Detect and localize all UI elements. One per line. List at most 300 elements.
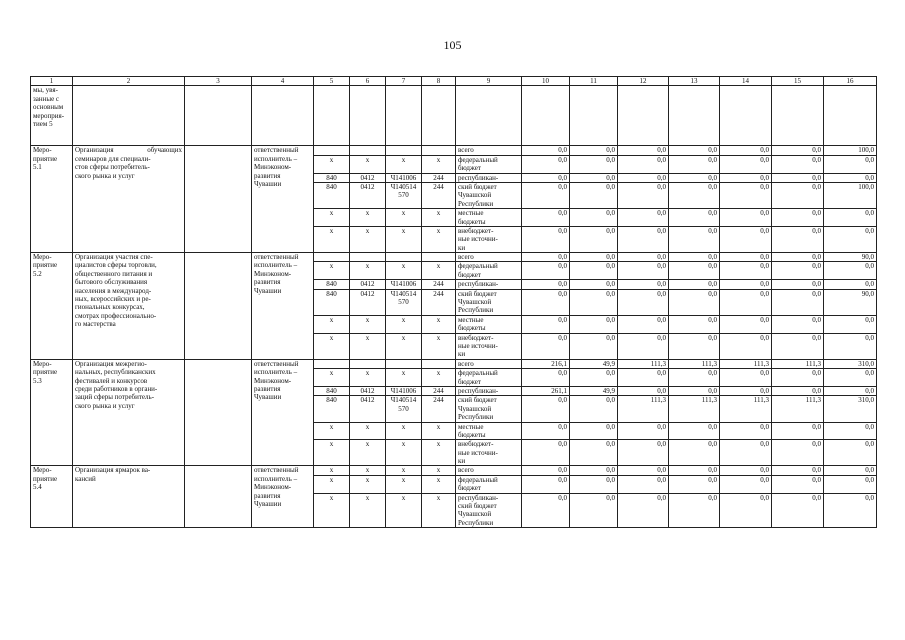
amount-value: 0,0 [618,315,669,333]
cell-vr: 244 [422,396,456,422]
amount-value: 0,0 [824,280,877,289]
amount-value: 0,0 [772,315,824,333]
amount-value: 0,0 [618,155,669,173]
amount-value: 310,0 [824,359,877,368]
amount-value: 0,0 [772,262,824,280]
amount-value: 0,0 [522,440,570,466]
table-row [31,466,877,475]
amount-value: 0,0 [772,226,824,252]
empty-cell [422,86,456,146]
cell-vr: x [422,466,456,475]
amount-value: 0,0 [669,262,720,280]
cell-grbs [314,253,350,262]
cell-grbs: 840 [314,289,350,315]
cell-grbs: x [314,422,350,440]
amount-value: 0,0 [824,466,877,475]
cell-csr [386,146,422,155]
amount-value: 0,0 [824,226,877,252]
amount-value: 0,0 [772,422,824,440]
funding-source: республикан- [456,280,522,289]
amount-value: 0,0 [522,253,570,262]
amount-value: 0,0 [522,173,570,182]
amount-value: 0,0 [669,493,720,528]
funding-source: федеральный бюджет [456,155,522,173]
empty-cell [522,86,570,146]
continuation-row [31,86,877,146]
amount-value: 0,0 [772,440,824,466]
cell-grbs: x [314,369,350,387]
empty-cell [386,86,422,146]
amount-value: 0,0 [618,146,669,155]
cell-rzpr: 0412 [350,280,386,289]
cell-csr: x [386,333,422,359]
cell-csr: Ч141006 [386,173,422,182]
amount-value: 0,0 [772,182,824,208]
empty-cell [185,86,252,146]
column-number-6: 6 [350,77,386,86]
column-number-12: 12 [618,77,669,86]
amount-value: 0,0 [824,333,877,359]
amount-value: 0,0 [618,173,669,182]
amount-value: 0,0 [772,146,824,155]
amount-value: 0,0 [824,209,877,227]
cell-rzpr [350,253,386,262]
amount-value: 0,0 [570,280,618,289]
amount-value: 0,0 [720,333,772,359]
amount-value: 111,3 [720,396,772,422]
cell-grbs: x [314,493,350,528]
amount-value: 0,0 [570,289,618,315]
cell-vr: 244 [422,182,456,208]
amount-value: 0,0 [824,262,877,280]
amount-value: 0,0 [720,146,772,155]
empty-cell [669,86,720,146]
measure-executor: ответственный исполнитель – Минэконом- развития Чувашии [252,253,314,360]
column-number-5: 5 [314,77,350,86]
amount-value: 0,0 [669,173,720,182]
empty-cell [772,86,824,146]
empty-cell [350,86,386,146]
cell-csr: Ч140514 570 [386,396,422,422]
amount-value: 0,0 [669,155,720,173]
funding-source: местные бюджеты [456,209,522,227]
header-row [31,77,877,86]
cell-grbs [314,359,350,368]
funding-source: местные бюджеты [456,422,522,440]
amount-value: 0,0 [522,155,570,173]
amount-value: 0,0 [618,466,669,475]
amount-value: 0,0 [522,315,570,333]
amount-value: 0,0 [522,493,570,528]
amount-value: 0,0 [570,440,618,466]
amount-value: 0,0 [669,369,720,387]
funding-source: ский бюджет Чувашской Республики [456,182,522,208]
amount-value: 0,0 [522,466,570,475]
column-number-14: 14 [720,77,772,86]
amount-value: 0,0 [570,146,618,155]
column-number-16: 16 [824,77,877,86]
measure-id: Меро- приятие 5.4 [31,466,73,528]
continuation-text: мы, увя- занные с основным мероприя- тием 5 [31,86,73,146]
cell-grbs: 840 [314,182,350,208]
cell-rzpr: x [350,422,386,440]
cell-vr: x [422,209,456,227]
cell-rzpr: x [350,466,386,475]
cell-rzpr: 0412 [350,386,386,395]
amount-value: 90,0 [824,253,877,262]
amount-value: 0,0 [570,209,618,227]
funding-source: всего [456,359,522,368]
cell-vr: 244 [422,386,456,395]
amount-value: 0,0 [669,280,720,289]
amount-value: 0,0 [522,262,570,280]
cell-grbs: 840 [314,386,350,395]
cell-vr: 244 [422,289,456,315]
amount-value: 0,0 [720,315,772,333]
cell-grbs: 840 [314,173,350,182]
amount-value: 0,0 [669,315,720,333]
amount-value: 0,0 [720,289,772,315]
empty-cell [185,146,252,253]
page-number: 105 [443,38,462,52]
amount-value: 0,0 [522,475,570,493]
cell-vr: x [422,226,456,252]
amount-value: 0,0 [618,253,669,262]
funding-source: федеральный бюджет [456,369,522,387]
measure-title: Организация участия спе- циалистов сферы торговли, общественного питания и бытового обслуживания населения в международ- ных, всероссийских и ре- гиональных конкурсах, смотрах профессионально- го мастерства [73,253,185,360]
cell-rzpr [350,146,386,155]
amount-value: 0,0 [522,289,570,315]
amount-value: 0,0 [772,369,824,387]
amount-value: 0,0 [618,475,669,493]
empty-cell [456,86,522,146]
cell-csr: x [386,475,422,493]
amount-value: 0,0 [522,226,570,252]
amount-value: 0,0 [720,440,772,466]
amount-value: 0,0 [618,226,669,252]
table-row [31,146,877,155]
amount-value: 0,0 [570,262,618,280]
amount-value: 0,0 [669,422,720,440]
cell-rzpr: x [350,493,386,528]
amount-value: 0,0 [720,475,772,493]
amount-value: 0,0 [720,173,772,182]
amount-value: 216,1 [522,359,570,368]
funding-source: республикан- [456,386,522,395]
cell-grbs: x [314,209,350,227]
funding-source: местные бюджеты [456,315,522,333]
amount-value: 0,0 [772,280,824,289]
amount-value: 0,0 [570,155,618,173]
amount-value: 0,0 [720,422,772,440]
amount-value: 0,0 [570,333,618,359]
cell-csr: x [386,422,422,440]
funding-source: республикан- [456,173,522,182]
funding-source: ский бюджет Чувашской Республики [456,396,522,422]
table-row [31,359,877,368]
cell-rzpr: 0412 [350,396,386,422]
cell-vr: x [422,493,456,528]
amount-value: 0,0 [570,182,618,208]
cell-csr: Ч140514 570 [386,289,422,315]
cell-grbs: x [314,466,350,475]
cell-grbs: x [314,262,350,280]
amount-value: 0,0 [824,422,877,440]
amount-value: 0,0 [720,280,772,289]
amount-value: 0,0 [824,315,877,333]
cell-rzpr: x [350,333,386,359]
amount-value: 0,0 [618,440,669,466]
funding-source: внебюджет- ные источни- ки [456,440,522,466]
amount-value: 0,0 [522,209,570,227]
cell-rzpr: x [350,209,386,227]
cell-grbs: x [314,475,350,493]
cell-rzpr: x [350,226,386,252]
measure-executor: ответственный исполнитель – Минэконом- развития Чувашии [252,146,314,253]
empty-cell [314,86,350,146]
amount-value: 0,0 [772,493,824,528]
amount-value: 100,0 [824,182,877,208]
amount-value: 0,0 [824,173,877,182]
amount-value: 49,9 [570,359,618,368]
amount-value: 0,0 [824,369,877,387]
cell-csr: x [386,493,422,528]
amount-value: 0,0 [669,182,720,208]
measure-title: Организация ярмарок ва- кансий [73,466,185,528]
amount-value: 0,0 [824,155,877,173]
funding-source: федеральный бюджет [456,475,522,493]
amount-value: 0,0 [772,253,824,262]
amount-value: 0,0 [720,209,772,227]
amount-value: 0,0 [772,173,824,182]
measure-executor: ответственный исполнитель – Минэконом- развития Чувашии [252,359,314,466]
funding-source: всего [456,253,522,262]
amount-value: 0,0 [618,386,669,395]
amount-value: 0,0 [772,333,824,359]
cell-csr: Ч140514 570 [386,182,422,208]
amount-value: 0,0 [669,440,720,466]
cell-csr: x [386,262,422,280]
cell-vr: x [422,315,456,333]
cell-csr [386,253,422,262]
cell-vr: x [422,369,456,387]
amount-value: 0,0 [720,386,772,395]
cell-csr: x [386,369,422,387]
cell-vr: x [422,262,456,280]
cell-rzpr: x [350,155,386,173]
cell-vr: x [422,440,456,466]
cell-grbs: x [314,155,350,173]
empty-cell [185,253,252,360]
cell-rzpr: x [350,262,386,280]
amount-value: 0,0 [772,475,824,493]
amount-value: 0,0 [570,396,618,422]
amount-value: 0,0 [522,280,570,289]
cell-rzpr: x [350,369,386,387]
budget-table [30,76,877,528]
amount-value: 0,0 [570,466,618,475]
amount-value: 0,0 [669,386,720,395]
cell-csr [386,359,422,368]
cell-vr: 244 [422,280,456,289]
cell-rzpr: 0412 [350,289,386,315]
cell-rzpr [350,359,386,368]
amount-value: 0,0 [720,493,772,528]
amount-value: 111,3 [618,359,669,368]
amount-value: 0,0 [669,226,720,252]
amount-value: 0,0 [720,253,772,262]
amount-value: 0,0 [522,333,570,359]
amount-value: 0,0 [570,422,618,440]
measure-id: Меро- приятие 5.1 [31,146,73,253]
cell-csr: x [386,440,422,466]
empty-cell [252,86,314,146]
column-number-1: 1 [31,77,73,86]
cell-csr: x [386,155,422,173]
amount-value: 0,0 [522,369,570,387]
measure-title: Организация обучающих семинаров для специали- стов сферы потребитель- ского рынка и услуг [73,146,185,253]
cell-rzpr: x [350,315,386,333]
column-number-3: 3 [185,77,252,86]
amount-value: 0,0 [720,369,772,387]
amount-value: 310,0 [824,396,877,422]
empty-cell [824,86,877,146]
amount-value: 111,3 [618,396,669,422]
cell-rzpr: 0412 [350,182,386,208]
column-number-4: 4 [252,77,314,86]
cell-vr: x [422,155,456,173]
cell-grbs: x [314,440,350,466]
cell-csr: Ч141006 [386,386,422,395]
cell-grbs: x [314,315,350,333]
amount-value: 111,3 [772,359,824,368]
cell-grbs: x [314,333,350,359]
amount-value: 0,0 [824,493,877,528]
amount-value: 0,0 [669,333,720,359]
amount-value: 0,0 [669,146,720,155]
column-number-2: 2 [73,77,185,86]
cell-grbs [314,146,350,155]
funding-source: всего [456,146,522,155]
funding-source: всего [456,466,522,475]
amount-value: 0,0 [772,466,824,475]
empty-cell [185,359,252,466]
amount-value: 0,0 [669,209,720,227]
amount-value: 261,1 [522,386,570,395]
cell-grbs: 840 [314,280,350,289]
amount-value: 0,0 [618,280,669,289]
amount-value: 111,3 [772,396,824,422]
column-number-8: 8 [422,77,456,86]
amount-value: 111,3 [720,359,772,368]
measure-title: Организация межрегио- нальных, республиканских фестивалей и конкурсов среди работников в органи- заций сферы потребитель- ского рынка и услуг [73,359,185,466]
column-number-11: 11 [570,77,618,86]
cell-rzpr: x [350,440,386,466]
measure-executor: ответственный исполнитель – Минэконом- развития Чувашии [252,466,314,528]
amount-value: 0,0 [824,386,877,395]
column-number-7: 7 [386,77,422,86]
amount-value: 0,0 [720,182,772,208]
amount-value: 0,0 [618,289,669,315]
amount-value: 0,0 [570,253,618,262]
empty-cell [570,86,618,146]
amount-value: 0,0 [618,422,669,440]
amount-value: 0,0 [669,466,720,475]
funding-source: ский бюджет Чувашской Республики [456,289,522,315]
column-number-13: 13 [669,77,720,86]
amount-value: 0,0 [522,182,570,208]
amount-value: 0,0 [824,475,877,493]
amount-value: 0,0 [669,475,720,493]
empty-cell [185,466,252,528]
amount-value: 100,0 [824,146,877,155]
amount-value: 0,0 [522,422,570,440]
cell-csr: x [386,466,422,475]
amount-value: 0,0 [824,440,877,466]
cell-csr: x [386,209,422,227]
cell-rzpr: 0412 [350,173,386,182]
cell-csr: x [386,315,422,333]
empty-cell [720,86,772,146]
amount-value: 0,0 [570,369,618,387]
cell-grbs: x [314,226,350,252]
amount-value: 0,0 [669,253,720,262]
funding-source: внебюджет- ные источни- ки [456,333,522,359]
amount-value: 0,0 [522,146,570,155]
measure-id: Меро- приятие 5.3 [31,359,73,466]
amount-value: 0,0 [522,396,570,422]
amount-value: 0,0 [618,333,669,359]
cell-vr: 244 [422,173,456,182]
amount-value: 0,0 [720,262,772,280]
cell-vr: x [422,422,456,440]
column-number-9: 9 [456,77,522,86]
cell-csr: x [386,226,422,252]
amount-value: 0,0 [618,209,669,227]
amount-value: 0,0 [618,182,669,208]
amount-value: 0,0 [570,226,618,252]
table-row [31,253,877,262]
amount-value: 0,0 [720,466,772,475]
amount-value: 0,0 [570,493,618,528]
funding-source: внебюджет- ные источни- ки [456,226,522,252]
amount-value: 0,0 [772,155,824,173]
empty-cell [73,86,185,146]
funding-source: федеральный бюджет [456,262,522,280]
amount-value: 0,0 [570,315,618,333]
cell-grbs: 840 [314,396,350,422]
amount-value: 0,0 [772,386,824,395]
column-number-10: 10 [522,77,570,86]
amount-value: 49,9 [570,386,618,395]
funding-source: республикан- ский бюджет Чувашской Республики [456,493,522,528]
amount-value: 0,0 [618,262,669,280]
cell-vr [422,253,456,262]
amount-value: 111,3 [669,359,720,368]
measure-id: Меро- приятие 5.2 [31,253,73,360]
column-number-15: 15 [772,77,824,86]
amount-value: 0,0 [618,493,669,528]
amount-value: 0,0 [720,226,772,252]
cell-vr: x [422,333,456,359]
amount-value: 0,0 [772,209,824,227]
amount-value: 0,0 [618,369,669,387]
amount-value: 0,0 [570,475,618,493]
amount-value: 0,0 [720,155,772,173]
amount-value: 111,3 [669,396,720,422]
cell-vr [422,146,456,155]
cell-vr: x [422,475,456,493]
